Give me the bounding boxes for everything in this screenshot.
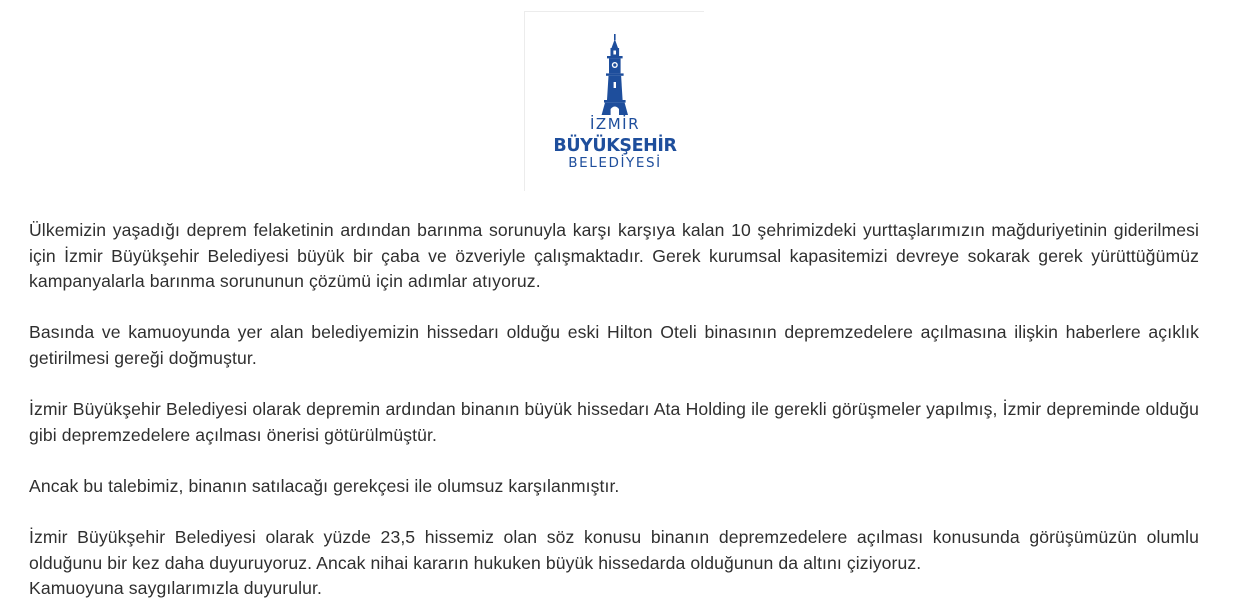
statement-paragraph-2: Basında ve kamuoyunda yer alan belediyemizin hissedarı olduğu eski Hilton Oteli binasının depremzedelere açılmasına ilişkin haberlere açıklık getirilmesi gereği doğmuştur. [29, 322, 1199, 368]
statement-paragraph-3: İzmir Büyükşehir Belediyesi olarak depremin ardından binanın büyük hissedarı Ata Holding ile gerekli görüşmeler yapılmış, İzmir depreminde olduğu gibi depremzedelere açılması önerisi götürülmüştür. [29, 399, 1199, 445]
logo-line-buyuksehir: BÜYÜKŞEHİR [553, 136, 677, 156]
logo-line-izmir: İZMİR [590, 115, 640, 133]
municipality-logo [524, 11, 704, 191]
logo-line-belediyesi: BELEDİYESİ [568, 155, 662, 171]
statement-paragraph-5: İzmir Büyükşehir Belediyesi olarak yüzde 23,5 hissemiz olan söz konusu binanın depremzedelere açılması konusunda görüşümüzün olumlu olduğunu bir kez daha duyuruyoruz. Ancak nihai kararın hukuken büyük hissedarda olduğunun da altını çiziyoruz. [29, 527, 1199, 573]
statement-paragraph-1: Ülkemizin yaşadığı deprem felaketinin ardından barınma sorunuyla karşı karşıya kalan 10 şehrimizdeki yurttaşlarımızın mağduriyetinin giderilmesi için İzmir Büyükşehir Belediyesi büyük bir çaba ve özveriyle çalışmaktadır. Gerek kurumsal kapasitemizi devreye sokarak gerek yürüttüğümüz kampanyalarla barınma sorununun çözümü için adımlar atıyoruz. [29, 220, 1199, 292]
press-statement [29, 218, 1199, 602]
statement-closing: Kamuoyuna saygılarımızla duyurulur. [29, 578, 322, 599]
izmir-clock-tower-icon [525, 12, 705, 192]
statement-paragraph-4: Ancak bu talebimiz, binanın satılacağı gerekçesi ile olumsuz karşılanmıştır. [29, 475, 620, 496]
